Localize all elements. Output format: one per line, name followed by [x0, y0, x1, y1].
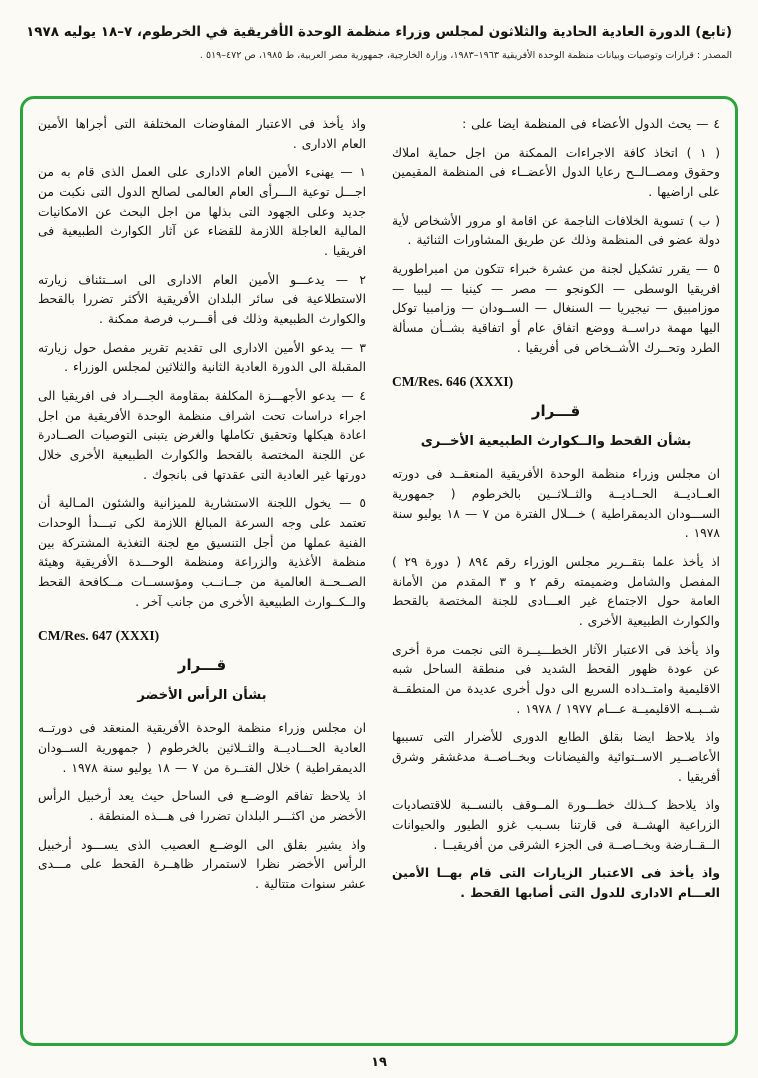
header-source: المصدر : قرارات وتوصيات وبيانات منظمة الوحدة الأفريقية ١٩٦٣–١٩٨٣، وزارة الخارجية، جمهورية مصر العربية، ط ١٩٨٥، ص ٤٧٢–٥١٩ .: [199, 50, 732, 62]
res-646-operative-3: ٣ — يدعو الأمين الادارى الى تقديم تقرير مفصل حول زيارته المقبلة الى الدورة العادية الثانية والثلاثين لمجلس الوزراء .: [38, 340, 366, 375]
right-column: [392, 115, 720, 1033]
res-647-preamble-opening: ان مجلس وزراء منظمة الوحدة الأفريقية المنعقد فى دورتــه العادية الحـــاديــة والثــلاثين بالخرطوم ( جمهورية الســودان الديمقراطية ) خلال الفتــرة من ٧ — ١٨ يوليو سنة ١٩٧٨ .: [38, 721, 366, 775]
item-4-sub-1: ( ١ ) اتخاذ كافة الاجراءات الممكنة من اجل حماية املاك وحقوق ومصــالــح رعايا الدول الأعضــاء فى المنظمة المقيمين على اراضيها .: [392, 145, 720, 200]
res-647-preamble-concern: واذ يشير بقلق الى الوضــع العصيب الذى يســـود أرخبيل الرأس الأخضر نظرا لاستمرار ظاهــرة القحط على مـــدى عشر سنوات متتالية .: [38, 837, 366, 891]
res-646-operative-2: ٢ — يدعـــو الأمين العام الادارى الى اســتئناف زيارته الاستطلاعية فى سائر البلدان الأفريقية الأكثر تضررا بالقحط والكوارث الطبيعية وذلك فى أقـــرب فرصة ممكنة .: [38, 272, 366, 327]
resolution-646-subject: بشأن القحط والــكوارث الطبيعية الأخــرى: [420, 434, 692, 450]
res-646-preamble-agriculture: واذ يلاحظ كــذلك خطـــورة المــوقف بالنســبة للاقتصاديات الزراعية الهشــة فى قارتنا بسـبب غزو الطيور والحيوانات الــقــارضة وبخــاصــة فى الجزء الشرقى من أفريقيــا .: [392, 798, 720, 852]
resolution-647-title: قـــرار: [177, 656, 227, 675]
res-646-preamble-report: اذ يأخذ علما بتقــرير مجلس الوزراء رقم ٨٩٤ ( دورة ٢٩ ) المفصل والشامل وضميمته رقم ٢ و ٣ المقدم من الأمانة العامة حول الاجتماع غير العـــادى للجنة المختصة بالقحط والكوارث الطبيعية الأخرى .: [392, 554, 720, 628]
res-646-preamble-cyclones: واذ يلاحظ ايضا بقلق الطابع الدورى للأضرار التى تسببها الأعاصــير الاســتوائية والفيضانات وبخــاصــة مدغشقر وشرق أفريقيا .: [392, 730, 720, 784]
header-title: (تابع) الدورة العادية الحادية والثلاثون لمجلس وزراء منظمة الوحدة الأفريقية في الخرطوم، ٧–١٨ يوليه ١٩٧٨: [26, 24, 732, 40]
res-646-preamble-negotiations: واذ يأخذ فى الاعتبار المفاوضات المختلفة التى أجراها الأمين العام الادارى .: [38, 117, 366, 151]
left-column: [38, 115, 366, 1033]
resolution-646-title: قـــرار: [531, 402, 581, 421]
item-4-sub-b: ( ب ) تسوية الخلافات الناجمة عن اقامة او مرور الأشخاص لأية دولة عضو فى المنظمة وذلك عن طريق المشاورات الثنائية .: [392, 213, 720, 248]
resolution-647-code: CM/Res. 647 (XXXI): [38, 628, 160, 644]
res-646-preamble-visits: واذ يأخذ فى الاعتبار الزيارات التى قام بهــا الأمين العـــام الادارى للدول التى أصابها القحط .: [392, 866, 720, 900]
res-646-preamble-drought: واذ يأخذ فى الاعتبار الآثار الخطـــيــرة التى نجمت مرة أخرى عن عودة ظهور القحط الشديد فى منطقة الساحل شبه الاقليمية وامتــداده السريع الى دول أخرى عديدة من المنطقــة شــبــه الاقليميــة عـــام ١٩٧٧ / ١٩٧٨ .: [392, 642, 720, 716]
res-646-operative-5: ٥ — يخول اللجنة الاستشارية للميزانية والشئون المـالية أن تعتمد على وجه السرعة المبالغ اللازمة لكى تبـــدأ الوحدات الفنية عملها من أجل التنسيق مع لجنة التغذية المشتركة بين منظمة الأغذية والزراعة ومنظمة الوحـــدة الأفريقية وهيئة الصــحــة العالمية من جــانــب ومؤسســات مــكافحة القحط والــكــوارث الطبيعية الأخرى من جانب آخر .: [38, 496, 366, 609]
res-646-preamble-opening: ان مجلس وزراء منظمة الوحدة الأفريقية المنعقــد فى دورته العــاديــة الحــاديــة والثــلاثــين بالخرطوم ( جمهورية الســـودان الديمقراطية ) خـــلال الفترة من ٧ — ١٨ يوليو سنة ١٩٧٨ .: [392, 467, 720, 541]
item-4-intro: ٤ — يحث الدول الأعضاء فى المنظمة ايضا على :: [462, 117, 720, 131]
page-number: ١٩: [371, 1055, 387, 1070]
item-5-committee: ٥ — يقرر تشكيل لجنة من عشرة خبراء تتكون من امبراطورية افريقيا الوسطى — الكونجو — مصر — كينيا — ليبيا — موزامبيق — نيجيريا — السنغال — الســودان — وزامبيا توكل اليها مهمة دراســة ووضع اتفاق عام أو اتفاقية بشــأن مسألة الطرد وتحــرك الأشــخاص فى أفريقيا .: [392, 262, 720, 355]
res-647-preamble-sahel: اذ يلاحظ تفاقم الوضــع فى الساحل حيث يعد أرخبيل الرأس الأخضر من اكثـــر البلدان تضررا فى هـــذه المنطقة .: [38, 789, 366, 823]
page-header: [26, 22, 732, 63]
content-frame: [20, 96, 738, 1046]
res-646-operative-4: ٤ — يدعو الأجهـــزة المكلفة بمقاومة الجـــراد فى افريقيا الى اجراء دراسات تحت اشراف منظمة الوحدة الأفريقية من اجل اعادة هيكلها وتحقيق تكاملها والغرض يتبنى التوصيات الصــادرة عن اللجنة المختصة بالقحط والكوارث الطبيعية الأخرى خلال دورتها غير العادية التى عقدتها فى بانجوك .: [38, 389, 366, 482]
resolution-647-subject: بشأن الرأس الأخضر: [137, 688, 267, 704]
two-column-layout: [38, 115, 720, 1033]
resolution-646-code: CM/Res. 646 (XXXI): [392, 374, 514, 390]
res-646-operative-1: ١ — يهنىء الأمين العام الادارى على العمل الذى قام به من اجـــل توعية الـــرأى العام العالمى لصالح الدول التى نكبت من جديد وعلى الجهود التى بذلها من اجل البحث عن الامكانيات المالية العاجلة اللازمة للقضاء عن آثار الكوارث الطبيعية فى افريقيا .: [38, 165, 366, 259]
